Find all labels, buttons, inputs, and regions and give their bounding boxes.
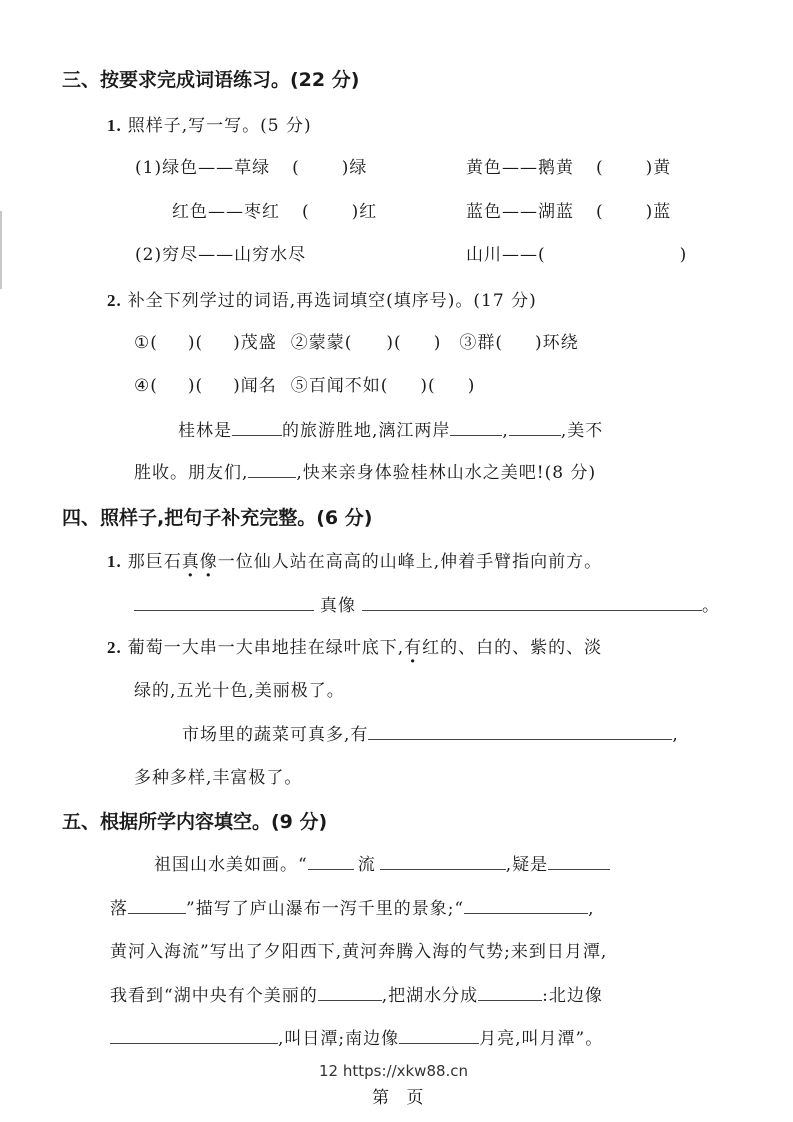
fill-blank[interactable]: [110, 1027, 278, 1044]
scan-edge-mark: [0, 211, 2, 289]
fill-text: 市场里的蔬菜可真多,有: [182, 725, 369, 745]
sentence-text: 那巨石: [127, 552, 182, 572]
s4-q2-sentence-cont: 绿的,五光十色,美丽极了。: [134, 681, 345, 701]
fill-text: 。: [702, 596, 720, 616]
s5-line5: [110, 1027, 603, 1051]
poem-text: 落: [110, 899, 128, 919]
example-text: 红色——枣红: [172, 202, 280, 222]
word-item-4: ④(: [134, 376, 158, 396]
poem-text: ,疑是: [505, 855, 549, 875]
s3-q1-row2-right: [466, 200, 671, 224]
poem-text: ,叫日潭;南边像: [278, 1029, 400, 1049]
paren-open: (: [596, 158, 604, 178]
fill-text: 真像: [320, 596, 356, 616]
s3-q2-number: 2.: [107, 291, 122, 310]
poem-text: 祖国山水美如画。“: [154, 855, 308, 875]
paren-close: ): [679, 245, 688, 265]
fill-blank[interactable]: [399, 1027, 479, 1044]
paren-open: (: [596, 202, 604, 222]
paren-close: )红: [351, 202, 378, 222]
s3-q1-prompt: [107, 114, 312, 138]
paren-open: (: [292, 158, 300, 178]
poem-text: ,把湖水分成: [381, 986, 479, 1006]
sentence-text: 红的、白的、紫的、淡: [422, 638, 603, 658]
fill-blank[interactable]: [248, 461, 296, 478]
s4-q2-fill: [182, 723, 679, 747]
fill-blank[interactable]: [450, 419, 502, 436]
s4-q1-number: 1.: [107, 552, 122, 571]
word-item-1: ①(: [134, 333, 158, 353]
s4-q2-number: 2.: [107, 638, 122, 657]
para-text: ,美不: [560, 421, 604, 441]
paren-close: )蓝: [645, 202, 672, 222]
example-text: 山川——(: [466, 245, 546, 265]
s3-q1-row1-right: [466, 156, 671, 180]
fill-blank[interactable]: [464, 897, 588, 914]
s4-q2-fill-cont: 多种多样,丰富极了。: [134, 768, 303, 788]
fill-blank[interactable]: [232, 419, 282, 436]
example-text: (1)绿色——草绿: [135, 158, 271, 178]
fill-blank[interactable]: [134, 594, 314, 611]
fill-blank[interactable]: [478, 984, 542, 1001]
sentence-text: 葡萄一大串一大串地挂在绿叶底下,: [127, 638, 405, 658]
word-item-3: ③群(: [459, 333, 503, 353]
word-end: )茂盛: [233, 333, 277, 353]
example-text: 蓝色——湖蓝: [466, 202, 574, 222]
s4-q2-sentence: [107, 636, 602, 660]
para-text: ,: [502, 421, 509, 441]
word-item-2: ②蒙蒙(: [290, 333, 353, 353]
s3-q2-words-row2: [134, 374, 475, 398]
paren-close: )绿: [341, 158, 368, 178]
paren: ): [433, 333, 442, 353]
paren: )(: [386, 333, 402, 353]
fill-blank[interactable]: [318, 984, 382, 1001]
fill-text: ,: [672, 725, 679, 745]
fill-blank[interactable]: [380, 853, 506, 870]
emphasis-char: 真: [181, 552, 200, 572]
fill-blank[interactable]: [128, 897, 186, 914]
para-text: 胜收。朋友们,: [134, 463, 249, 483]
paren: ): [467, 376, 476, 396]
fill-blank[interactable]: [362, 594, 702, 611]
poem-text: 月亮,叫月潭”。: [479, 1029, 604, 1049]
paren: )(: [187, 376, 204, 396]
s3-q2-text: 补全下列学过的词语,再选词填空(填序号)。(17 分): [127, 291, 537, 311]
para-text: 桂林是: [178, 421, 232, 441]
word-end: )闻名: [233, 376, 277, 396]
s3-q1-row3-left: (2)穷尽——山穷水尽: [135, 245, 307, 265]
word-item-5: ⑤百闻不如(: [290, 376, 389, 396]
s4-q1-sentence: [107, 550, 602, 574]
s3-q2-para-line2: [134, 461, 596, 485]
poem-text: 流: [357, 855, 376, 875]
paren: )(: [420, 376, 436, 396]
paren-open: (: [302, 202, 310, 222]
poem-text: ,: [588, 899, 595, 919]
para-text: ,快来亲身体验桂林山水之美吧!(8 分): [296, 463, 597, 483]
emphasis-char: 有: [404, 638, 423, 658]
fill-blank[interactable]: [308, 853, 354, 870]
s3-q2-prompt: [107, 289, 537, 313]
footer-page-label: 第 页: [372, 1088, 430, 1108]
paren: )(: [187, 333, 204, 353]
section-5-title: 五、根据所学内容填空。(9 分): [62, 811, 328, 833]
fill-blank[interactable]: [368, 723, 672, 740]
sentence-text: 一位仙人站在高高的山峰上,伸着手臂指向前方。: [217, 552, 603, 572]
s3-q1-row2-left: [172, 200, 377, 224]
para-text: 的旅游胜地,漓江两岸: [282, 421, 451, 441]
poem-text: ”描写了庐山瀑布一泻千里的景象;“: [186, 899, 465, 919]
s5-line2: [110, 897, 595, 921]
fill-blank[interactable]: [548, 853, 610, 870]
emphasis-char: 像: [199, 552, 218, 572]
section-4-title: 四、照样子,把句子补充完整。(6 分): [62, 507, 373, 529]
s3-q1-row3-right: [466, 243, 687, 267]
s3-q1-number: 1.: [107, 116, 122, 135]
s5-line4: [110, 984, 603, 1008]
s4-q1-fill: [134, 594, 720, 618]
s5-line3: 黄河入海流”写出了夕阳西下,黄河奔腾入海的气势;来到日月潭,: [110, 942, 608, 962]
footer-url: 12 https://xkw88.cn: [319, 1062, 469, 1080]
paren-close: )黄: [645, 158, 672, 178]
fill-blank[interactable]: [509, 419, 561, 436]
s3-q2-words-row1: [134, 331, 579, 355]
s3-q2-para-line1: [178, 419, 603, 443]
example-text: 黄色——鹅黄: [466, 158, 574, 178]
s3-q1-text: 照样子,写一写。(5 分): [127, 116, 312, 136]
poem-text: 我看到“湖中央有个美丽的: [110, 986, 318, 1006]
s5-line1: [154, 853, 610, 877]
section-3-title: 三、按要求完成词语练习。(22 分): [62, 69, 360, 91]
s3-q1-row1-left: [135, 156, 367, 180]
word-end: )环绕: [534, 333, 579, 353]
poem-text: :北边像: [542, 986, 603, 1006]
